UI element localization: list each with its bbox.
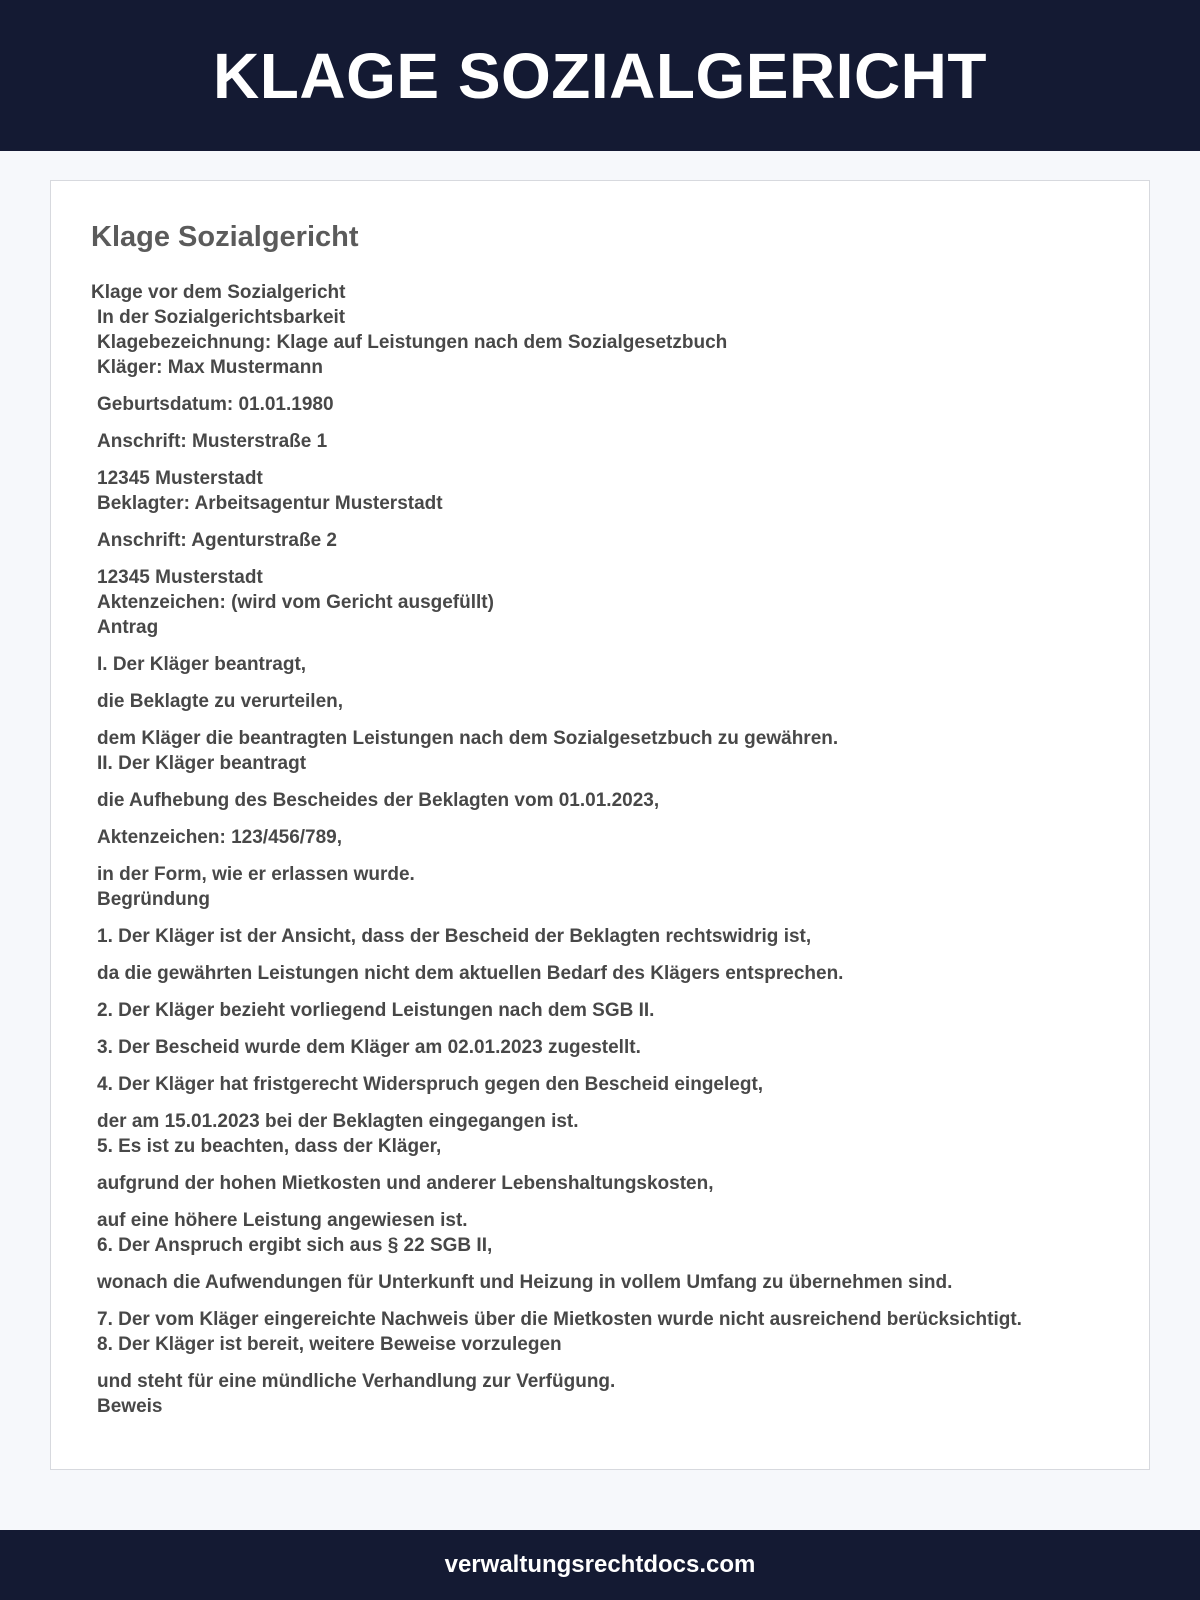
document-line: Begründung	[97, 889, 210, 910]
document-line: Aktenzeichen: 123/456/789,	[97, 827, 343, 848]
document-line: aufgrund der hohen Mietkosten und anderer Lebenshaltungskosten,	[97, 1173, 714, 1194]
document-line: Kläger: Max Mustermann	[97, 357, 323, 378]
banner-title: KLAGE SOZIALGERICHT	[213, 39, 987, 112]
document-line: dem Kläger die beantragten Leistungen nach dem Sozialgesetzbuch zu gewähren.	[97, 728, 839, 749]
document-line: Beweis	[97, 1396, 163, 1417]
document-line: Anschrift: Agenturstraße 2	[97, 530, 337, 551]
document-line: Antrag	[97, 617, 159, 638]
document-line: die Aufhebung des Bescheides der Beklagten vom 01.01.2023,	[97, 790, 660, 811]
document-line: II. Der Kläger beantragt	[97, 753, 307, 774]
document-line: I. Der Kläger beantragt,	[97, 654, 307, 675]
document-card	[50, 180, 1150, 1470]
document-body	[91, 280, 1131, 1419]
document-line: 2. Der Kläger bezieht vorliegend Leistungen nach dem SGB II.	[97, 1000, 655, 1021]
footer-site-link[interactable]: verwaltungsrechtdocs.com	[444, 1551, 756, 1578]
document-line: und steht für eine mündliche Verhandlung zur Verfügung.	[97, 1371, 616, 1392]
document-line: der am 15.01.2023 bei der Beklagten eingegangen ist.	[97, 1111, 579, 1132]
document-line: wonach die Aufwendungen für Unterkunft und Heizung in vollem Umfang zu übernehmen sind.	[97, 1272, 953, 1293]
document-line: 12345 Musterstadt	[97, 567, 263, 588]
document-line: 12345 Musterstadt	[97, 468, 263, 489]
document-line: Beklagter: Arbeitsagentur Musterstadt	[97, 493, 443, 514]
top-banner	[0, 0, 1200, 151]
document-line: 4. Der Kläger hat fristgerecht Widerspruch gegen den Bescheid eingelegt,	[97, 1074, 764, 1095]
document-line: 1. Der Kläger ist der Ansicht, dass der Bescheid der Beklagten rechtswidrig ist,	[97, 926, 812, 947]
document-line: Klagebezeichnung: Klage auf Leistungen nach dem Sozialgesetzbuch	[97, 332, 728, 353]
document-line: Aktenzeichen: (wird vom Gericht ausgefüllt)	[97, 592, 494, 613]
footer-bar	[0, 1530, 1200, 1600]
document-line: da die gewährten Leistungen nicht dem aktuellen Bedarf des Klägers entsprechen.	[97, 963, 844, 984]
document-line: 7. Der vom Kläger eingereichte Nachweis über die Mietkosten wurde nicht ausreichend berücksichtigt.	[97, 1309, 1022, 1330]
document-line: die Beklagte zu verurteilen,	[97, 691, 344, 712]
document-line: 8. Der Kläger ist bereit, weitere Beweise vorzulegen	[97, 1334, 562, 1355]
document-line: Klage vor dem Sozialgericht	[91, 282, 346, 303]
document-line: Geburtsdatum: 01.01.1980	[97, 394, 334, 415]
document-line: in der Form, wie er erlassen wurde.	[97, 864, 415, 885]
document-line: Anschrift: Musterstraße 1	[97, 431, 328, 452]
document-line: 5. Es ist zu beachten, dass der Kläger,	[97, 1136, 442, 1157]
document-line: In der Sozialgerichtsbarkeit	[97, 307, 346, 328]
document-line: 3. Der Bescheid wurde dem Kläger am 02.01.2023 zugestellt.	[97, 1037, 641, 1058]
document-line: 6. Der Anspruch ergibt sich aus § 22 SGB II,	[97, 1235, 493, 1256]
document-title: Klage Sozialgericht	[91, 221, 359, 253]
document-line: auf eine höhere Leistung angewiesen ist.	[97, 1210, 468, 1231]
